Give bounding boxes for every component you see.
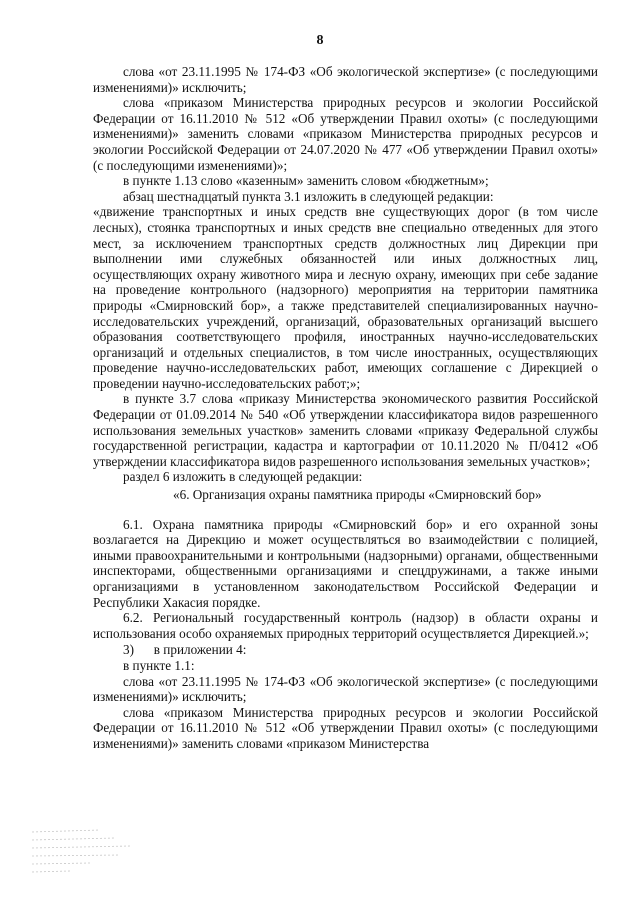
paragraph-5-quote: «движение транспортных и иных средств вне существующих дорог (в том числе лесных), стоянка транспортных и иных средств вне специально отведенных для этого мест, за исключением транспортных средств должностных лиц Дирекции при выполнении ими служебных обязанностей или иных должностных лиц, осуществляющих охрану животного мира и лесную охрану, имеющих при себе задание на проведение контрольного (надзорного) мероприятия на территории памятника природы «Смирновский бор», а также представителей специализированных научно-исследовательских учреждений, организаций, образовательных организаций высшего образования соответствующего профиля, иностранных научно-исследовательских организаций и отдельных специалистов, в том числе иностранных, осуществляющих проведение научно-исследовательских работ, имеющих соглашение с Дирекцией о проведении научно-исследовательских работ;»;	[93, 204, 598, 391]
document-body	[93, 64, 598, 752]
paragraph-2: слова «приказом Министерства природных ресурсов и экологии Российской Федерации от 16.11.2010 № 512 «Об утверждении Правил охоты» (с последующими изменениями)» заменить словами «приказом Министерства природных ресурсов и экологии Российской Федерации от 24.07.2020 № 477 «Об утверждении Правил охоты» (с последующими изменениями)»;	[93, 95, 598, 173]
stamp-mark-icon	[30, 826, 135, 876]
paragraph-3: в пункте 1.13 слово «казенным» заменить словом «бюджетным»;	[123, 173, 489, 189]
paragraph-6-2: 6.2. Региональный государственный контроль (надзор) в области охраны и использования особо охраняемых природных территорий осуществляется Дирекцией.»;	[93, 610, 598, 641]
page-number: 8	[316, 33, 324, 48]
paragraph-point-1-1: в пункте 1.1:	[123, 657, 195, 673]
paragraph-appendix-4: 3) в приложении 4:	[123, 642, 247, 658]
paragraph-4: абзац шестнадцатый пункта 3.1 изложить в следующей редакции:	[123, 188, 494, 204]
paragraph-1: слова «от 23.11.1995 № 174-ФЗ «Об экологической экспертизе» (с последующими изменениями)» исключить;	[93, 64, 598, 95]
paragraph-13: слова «от 23.11.1995 № 174-ФЗ «Об экологической экспертизе» (с последующими изменениями)» исключить;	[93, 673, 598, 705]
paragraph-6: в пункте 3.7 слова «приказу Министерства экономического развития Российской Федерации от 01.09.2014 № 540 «Об утверждении классификатора видов разрешенного использования земельных участков» заменить словами «приказу Федеральной службы государственной регистрации, кадастра и картографии от 10.11.2020 № П/0412 «Об утверждении классификатора видов разрешенного использования земельных участков»;	[93, 391, 598, 469]
paragraph-6-1: 6.1. Охрана памятника природы «Смирновский бор» и его охранной зоны возлагается на Дирекцию и может осуществляться во взаимодействии с полицией, иными правоохранительными и контрольными (надзорными) органами, общественными инспекторами, общественными организациями и спецдружинами, а также иными организациями в установленном законодательством Российской Федерации и Республики Хакасия порядке.	[93, 516, 598, 610]
paragraph-14: слова «приказом Министерства природных ресурсов и экологии Российской Федерации от 16.11.2010 № 512 «Об утверждении Правил охоты» (с последующими изменениями)» заменить словами «приказом Министерства	[93, 704, 598, 751]
section-6-heading: «6. Организация охраны памятника природы «Смирновский бор»	[173, 487, 542, 503]
paragraph-7: раздел 6 изложить в следующей редакции:	[123, 469, 363, 485]
